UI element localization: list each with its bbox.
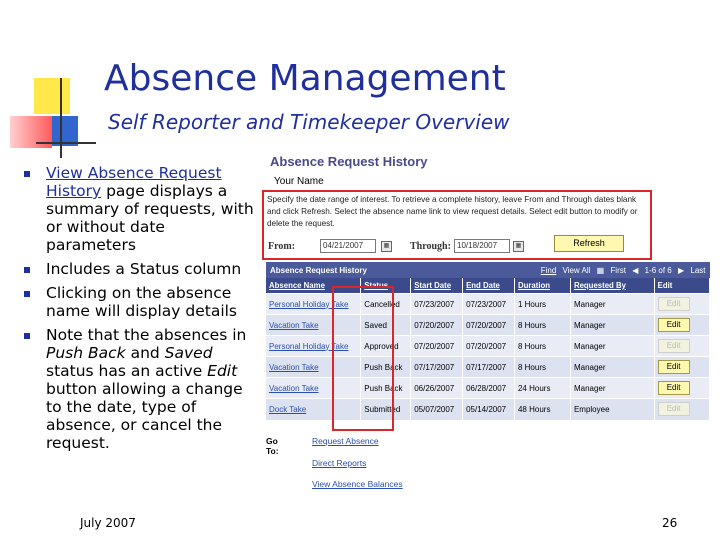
- goto-label: Go To:: [266, 436, 279, 456]
- bullet-text: button allowing a change to the date, type of absence, or cancel the request.: [46, 380, 243, 452]
- edit-cell: [654, 399, 709, 420]
- end-date-cell: [463, 357, 515, 378]
- status-cell: [361, 336, 411, 357]
- absence-name-cell: [266, 357, 361, 378]
- logo-horizontal-line: [36, 142, 96, 144]
- find-link[interactable]: Find: [540, 265, 557, 275]
- view-all-link[interactable]: View All: [562, 265, 591, 275]
- duration-cell: [514, 378, 570, 399]
- end-date-cell: 05/14/2007: [466, 404, 507, 414]
- duration-cell: [514, 399, 570, 420]
- end-date-cell: 07/20/2007: [466, 341, 507, 351]
- status-cell: [361, 378, 411, 399]
- table-row: [266, 399, 710, 420]
- push-back-term: Push Back: [46, 344, 126, 362]
- view-absence-request-history-link[interactable]: View Absence Request History: [46, 164, 222, 200]
- bullet-text: Note that the absences in: [46, 326, 247, 344]
- end-date-cell: 07/23/2007: [466, 299, 507, 309]
- through-calendar-icon[interactable]: ▦: [513, 241, 524, 252]
- requested-by-cell: Manager: [573, 383, 606, 393]
- bullet-text: page displays a summary of requests, with or without date parameters: [46, 182, 254, 254]
- absence-history-grid: [266, 262, 710, 420]
- duration-cell: 8 Hours: [517, 362, 546, 372]
- status-cell: [361, 315, 411, 336]
- user-name: Your Name: [274, 176, 324, 187]
- bullet-item: [22, 326, 258, 452]
- duration-cell: [514, 294, 570, 315]
- duration-cell: 8 Hours: [517, 341, 546, 351]
- requested-by-cell: Manager: [573, 341, 606, 351]
- grid-title: Absence Request History: [270, 265, 367, 275]
- logo-yellow-square: [34, 78, 70, 114]
- absence-name-link[interactable]: Dock Take: [269, 404, 307, 414]
- screen-page-title: Absence Request History: [270, 154, 428, 169]
- start-date-cell: [411, 357, 463, 378]
- start-date-cell: 07/20/2007: [414, 320, 455, 330]
- table-row: [266, 378, 710, 399]
- column-header[interactable]: Requested By: [570, 278, 654, 294]
- end-date-cell: [463, 315, 515, 336]
- bullet-text: Includes a Status column: [46, 260, 242, 278]
- slide-subtitle: Self Reporter and Timekeeper Overview: [108, 110, 510, 134]
- duration-cell: [514, 315, 570, 336]
- table-row: [266, 336, 710, 357]
- requested-by-cell: [570, 294, 654, 315]
- status-cell: [361, 294, 411, 315]
- end-date-cell: 07/20/2007: [466, 320, 507, 330]
- instructions-text: Specify the date range of interest. To retrieve a complete history, leave From and Through dates blank and click Refresh. Select the absence name link to view request details. Select edit button to modify or delete the request.: [267, 195, 638, 228]
- bullet-item: [22, 284, 258, 320]
- bullet-text: and: [125, 344, 165, 362]
- bullet-text: Clicking on the absence name will display details: [46, 284, 238, 320]
- duration-cell: 24 Hours: [517, 383, 551, 393]
- refresh-button[interactable]: Refresh: [554, 235, 624, 252]
- absence-name-link[interactable]: Vacation Take: [269, 320, 319, 330]
- requested-by-cell: Employee: [573, 404, 610, 414]
- table-row: [266, 357, 710, 378]
- absence-name-cell: [266, 378, 361, 399]
- end-date-cell: 07/17/2007: [466, 362, 507, 372]
- edit-button[interactable]: Edit: [658, 318, 690, 332]
- start-date-cell: 07/20/2007: [414, 341, 455, 351]
- end-date-cell: [463, 399, 515, 420]
- edit-cell: [654, 315, 709, 336]
- absence-name-cell: [266, 315, 361, 336]
- end-date-cell: [463, 294, 515, 315]
- requested-by-cell: [570, 378, 654, 399]
- start-date-cell: 07/17/2007: [414, 362, 455, 372]
- start-date-cell: [411, 399, 463, 420]
- bullet-item: [22, 260, 258, 278]
- requested-by-cell: Manager: [573, 320, 606, 330]
- end-date-cell: [463, 336, 515, 357]
- start-date-cell: [411, 315, 463, 336]
- start-date-cell: [411, 294, 463, 315]
- from-calendar-icon[interactable]: ▦: [381, 241, 392, 252]
- requested-by-cell: [570, 336, 654, 357]
- status-cell: Saved: [364, 320, 387, 330]
- column-header[interactable]: Absence Name: [266, 278, 361, 294]
- start-date-cell: [411, 378, 463, 399]
- grid-view-icon[interactable]: ▦: [596, 265, 605, 275]
- first-link[interactable]: First: [610, 265, 626, 275]
- bullet-text: status has an active: [46, 362, 208, 380]
- grid-header-bar: [266, 262, 710, 278]
- duration-cell: 1 Hours: [517, 299, 546, 309]
- from-label: From:: [268, 241, 296, 252]
- status-cell: [361, 357, 411, 378]
- last-link[interactable]: Last: [690, 265, 706, 275]
- row-range: 1-6 of 6: [644, 265, 672, 275]
- direct-reports-link[interactable]: Direct Reports: [312, 458, 367, 468]
- end-date-cell: 06/28/2007: [466, 383, 507, 393]
- requested-by-cell: Manager: [573, 362, 606, 372]
- absence-name-link[interactable]: Vacation Take: [269, 362, 319, 372]
- table-row: [266, 294, 710, 315]
- edit-cell: [654, 357, 709, 378]
- status-cell: [361, 399, 411, 420]
- column-header[interactable]: Duration: [514, 278, 570, 294]
- start-date-cell: 07/23/2007: [414, 299, 455, 309]
- edit-button[interactable]: Edit: [658, 360, 690, 374]
- status-cell: Approved: [364, 341, 399, 351]
- absence-name-cell: [266, 294, 361, 315]
- absence-name-cell: [266, 399, 361, 420]
- absence-name-cell: [266, 336, 361, 357]
- requested-by-cell: [570, 357, 654, 378]
- absence-name-link[interactable]: Personal Holiday Take: [269, 299, 349, 309]
- edit-button: Edit: [658, 297, 690, 311]
- slide-title: Absence Management: [104, 58, 506, 99]
- saved-term: Saved: [164, 344, 213, 362]
- absence-name-link[interactable]: Vacation Take: [269, 383, 319, 393]
- absence-name-link[interactable]: Personal Holiday Take: [269, 341, 349, 351]
- duration-cell: [514, 336, 570, 357]
- edit-button: Edit: [658, 339, 690, 353]
- edit-button[interactable]: Edit: [658, 381, 690, 395]
- table-row: [266, 315, 710, 336]
- requested-by-cell: [570, 315, 654, 336]
- edit-term: Edit: [207, 362, 238, 380]
- slide-logo: [0, 70, 100, 160]
- duration-cell: [514, 357, 570, 378]
- edit-cell: [654, 294, 709, 315]
- prev-arrow-icon[interactable]: ◀: [632, 265, 639, 275]
- start-date-cell: 05/07/2007: [414, 404, 455, 414]
- requested-by-cell: [570, 399, 654, 420]
- from-date-input[interactable]: 04/21/2007: [320, 239, 376, 253]
- request-absence-link[interactable]: Request Absence: [312, 436, 379, 446]
- start-date-cell: 06/26/2007: [414, 383, 455, 393]
- duration-cell: 8 Hours: [517, 320, 546, 330]
- edit-cell: [654, 378, 709, 399]
- logo-vertical-line: [60, 78, 62, 158]
- start-date-cell: [411, 336, 463, 357]
- status-cell: Push Back: [364, 362, 403, 372]
- edit-cell: [654, 336, 709, 357]
- through-date-input[interactable]: 10/18/2007: [454, 239, 510, 253]
- column-header: Edit: [654, 278, 709, 294]
- column-header[interactable]: Status: [361, 278, 411, 294]
- column-header-row: [266, 278, 710, 294]
- next-arrow-icon[interactable]: ▶: [677, 265, 685, 275]
- status-cell: Cancelled: [364, 299, 400, 309]
- end-date-cell: [463, 378, 515, 399]
- footer-date: July 2007: [80, 516, 136, 530]
- view-absence-balances-link[interactable]: View Absence Balances: [312, 479, 403, 489]
- column-header[interactable]: Start Date: [411, 278, 463, 294]
- status-cell: Submitted: [364, 404, 401, 414]
- bullet-item: [22, 164, 258, 254]
- bullet-list: [22, 164, 258, 458]
- instructions-highlight-box: [262, 190, 652, 260]
- edit-button: Edit: [658, 402, 690, 416]
- column-header[interactable]: End Date: [463, 278, 515, 294]
- page-number: 26: [662, 516, 678, 530]
- status-cell: Push Back: [364, 383, 403, 393]
- requested-by-cell: Manager: [573, 299, 606, 309]
- through-label: Through:: [410, 241, 451, 252]
- grid-navigation: [514, 262, 709, 278]
- duration-cell: 48 Hours: [517, 404, 551, 414]
